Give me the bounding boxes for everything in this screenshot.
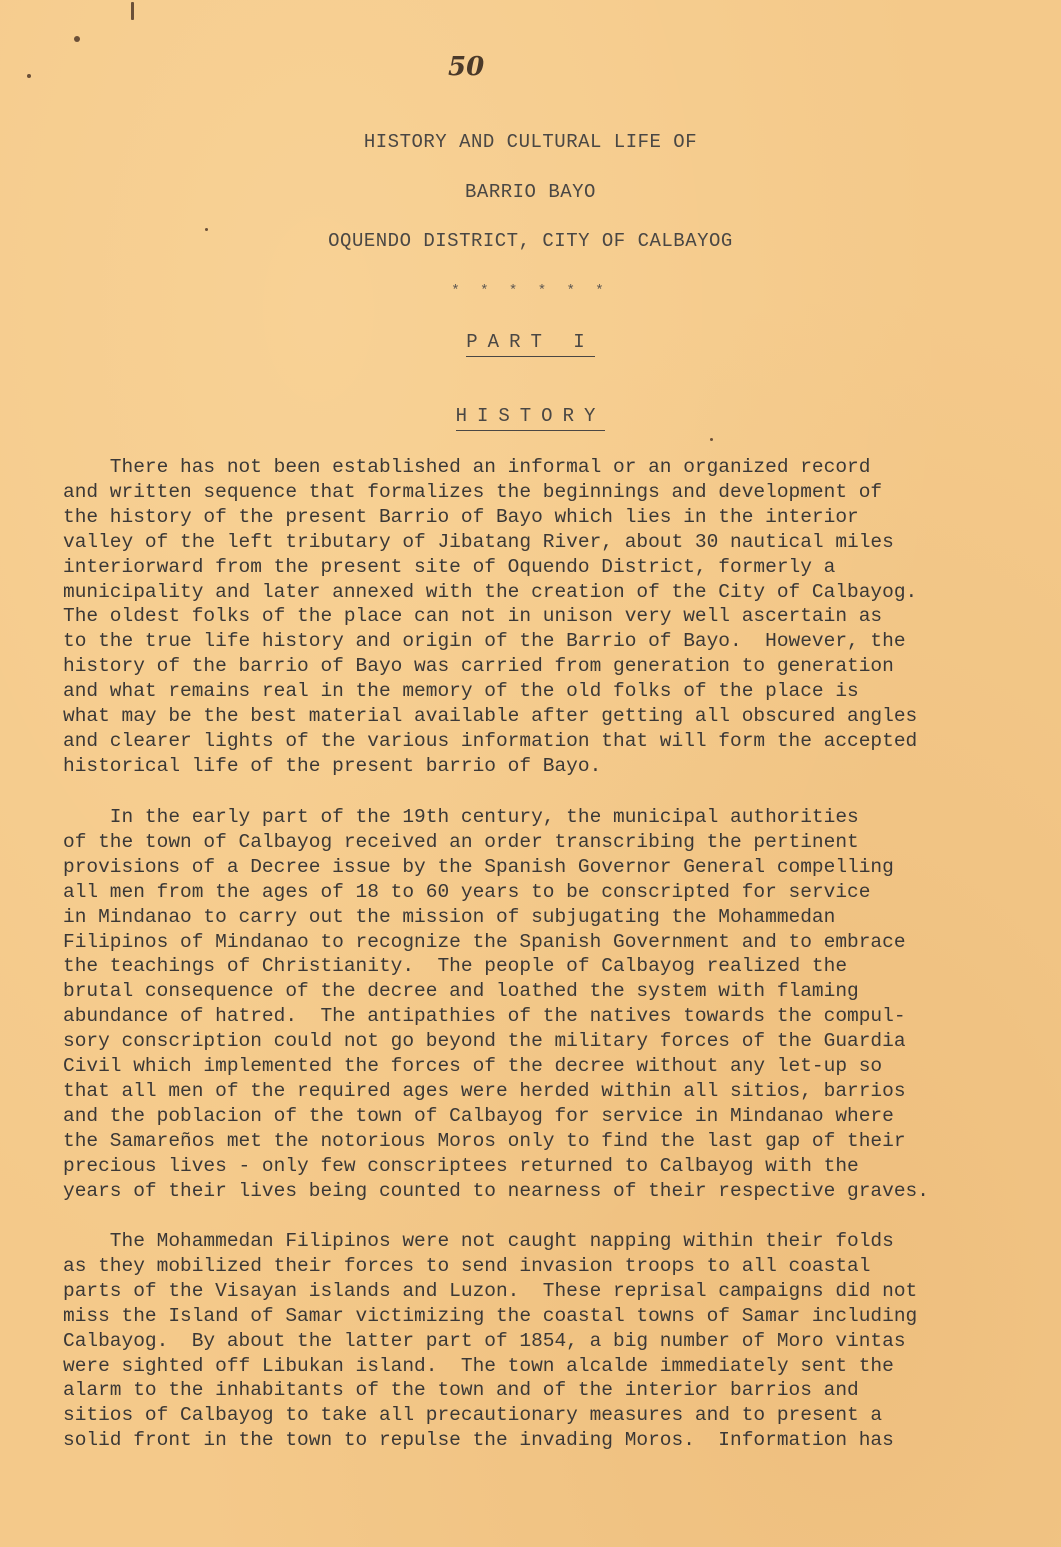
paragraph-line: miss the Island of Samar victimizing the coastal towns of Samar including [63,1304,918,1327]
barrio-heading: BARRIO BAYO [465,181,596,203]
paragraph-line: valley of the left tributary of Jibatang River, about 30 nautical miles [63,530,894,553]
paragraph-line: and clearer lights of the various information that will form the accepted [63,729,918,752]
paragraph-line: sitios of Calbayog to take all precautionary measures and to present a [63,1404,883,1427]
paragraph-line: abundance of hatred. The antipathies of the natives towards the compul- [63,1005,906,1028]
paragraph-line: that all men of the required ages were herded within all sitios, barrios [63,1079,906,1102]
paragraph-line: years of their lives being counted to nearness of their respective graves. [63,1179,929,1202]
paragraph-line: and the poblacion of the town of Calbayog for service in Mindanao where [63,1104,894,1127]
document-title: HISTORY AND CULTURAL LIFE OF [363,131,698,153]
part-heading-text: PART I [466,331,594,357]
paragraph-line: and what remains real in the memory of the old folks of the place is [63,680,859,703]
paragraph-line: and written sequence that formalizes the beginnings and development of [63,480,883,503]
paragraph-line: municipality and later annexed with the creation of the City of Calbayog. [63,580,918,603]
paragraph-line: solid front in the town to repulse the invading Moros. Information has [63,1429,894,1452]
part-heading [0,331,1061,353]
paragraph-line: interiorward from the present site of Oquendo District, formerly a [63,555,836,578]
paragraph-line: In the early part of the 19th century, the municipal authorities [63,806,859,828]
paragraph-line: to the true life history and origin of the Barrio of Bayo. However, the [63,630,906,653]
paragraph-line: Filipinos of Mindanao to recognize the Spanish Government and to embrace [63,930,906,953]
paragraph-2 [63,805,993,1204]
paragraph-line: all men from the ages of 18 to 60 years to be conscripted for service [63,880,871,903]
stars-divider: * * * * * * [451,283,610,299]
paragraph-3 [63,1229,993,1453]
paragraph-line: brutal consequence of the decree and loathed the system with flaming [63,980,859,1003]
paragraph-line: provisions of a Decree issue by the Spanish Governor General compelling [63,855,894,878]
paragraph-line: the Samareños met the notorious Moros only to find the last gap of their [63,1129,906,1152]
paragraph-line: as they mobilized their forces to send invasion troops to all coastal [63,1254,871,1277]
paragraph-line: alarm to the inhabitants of the town and of the interior barrios and [63,1379,859,1402]
paper-speck [710,438,713,441]
page-number: 50 [448,52,485,82]
paper-speck [74,36,80,42]
paper-speck [205,228,208,231]
paper-speck [27,74,31,78]
paragraph-line: sory conscription could not go beyond the military forces of the Guardia [63,1030,906,1053]
paragraph-line: The Mohammedan Filipinos were not caught napping within their folds [63,1230,894,1252]
paragraph-1 [63,455,993,779]
paragraph-line: historical life of the present barrio of Bayo. [63,754,602,777]
paragraph-line: Calbayog. By about the latter part of 1854, a big number of Moro vintas [63,1329,906,1352]
paragraph-line: There has not been established an informal or an organized record [63,456,871,478]
paper-speck [131,2,134,20]
paragraph-line: precious lives - only few conscriptees returned to Calbayog with the [63,1154,859,1177]
section-heading [0,405,1061,427]
paragraph-line: the teachings of Christianity. The people of Calbayog realized the [63,955,848,978]
paragraph-line: parts of the Visayan islands and Luzon. These reprisal campaigns did not [63,1279,918,1302]
paragraph-line: in Mindanao to carry out the mission of subjugating the Mohammedan [63,905,836,928]
paragraph-line: what may be the best material available after getting all obscured angles [63,705,918,728]
paragraph-line: of the town of Calbayog received an order transcribing the pertinent [63,830,859,853]
district-heading: OQUENDO DISTRICT, CITY OF CALBAYOG [328,230,733,252]
paragraph-line: Civil which implemented the forces of the decree without any let-up so [63,1055,883,1078]
section-heading-text: HISTORY [456,405,606,431]
paragraph-line: the history of the present Barrio of Bayo which lies in the interior [63,505,859,528]
paragraph-line: history of the barrio of Bayo was carried from generation to generation [63,655,894,678]
paragraph-line: The oldest folks of the place can not in unison very well ascertain as [63,605,883,628]
paragraph-line: were sighted off Libukan island. The town alcalde immediately sent the [63,1354,894,1377]
